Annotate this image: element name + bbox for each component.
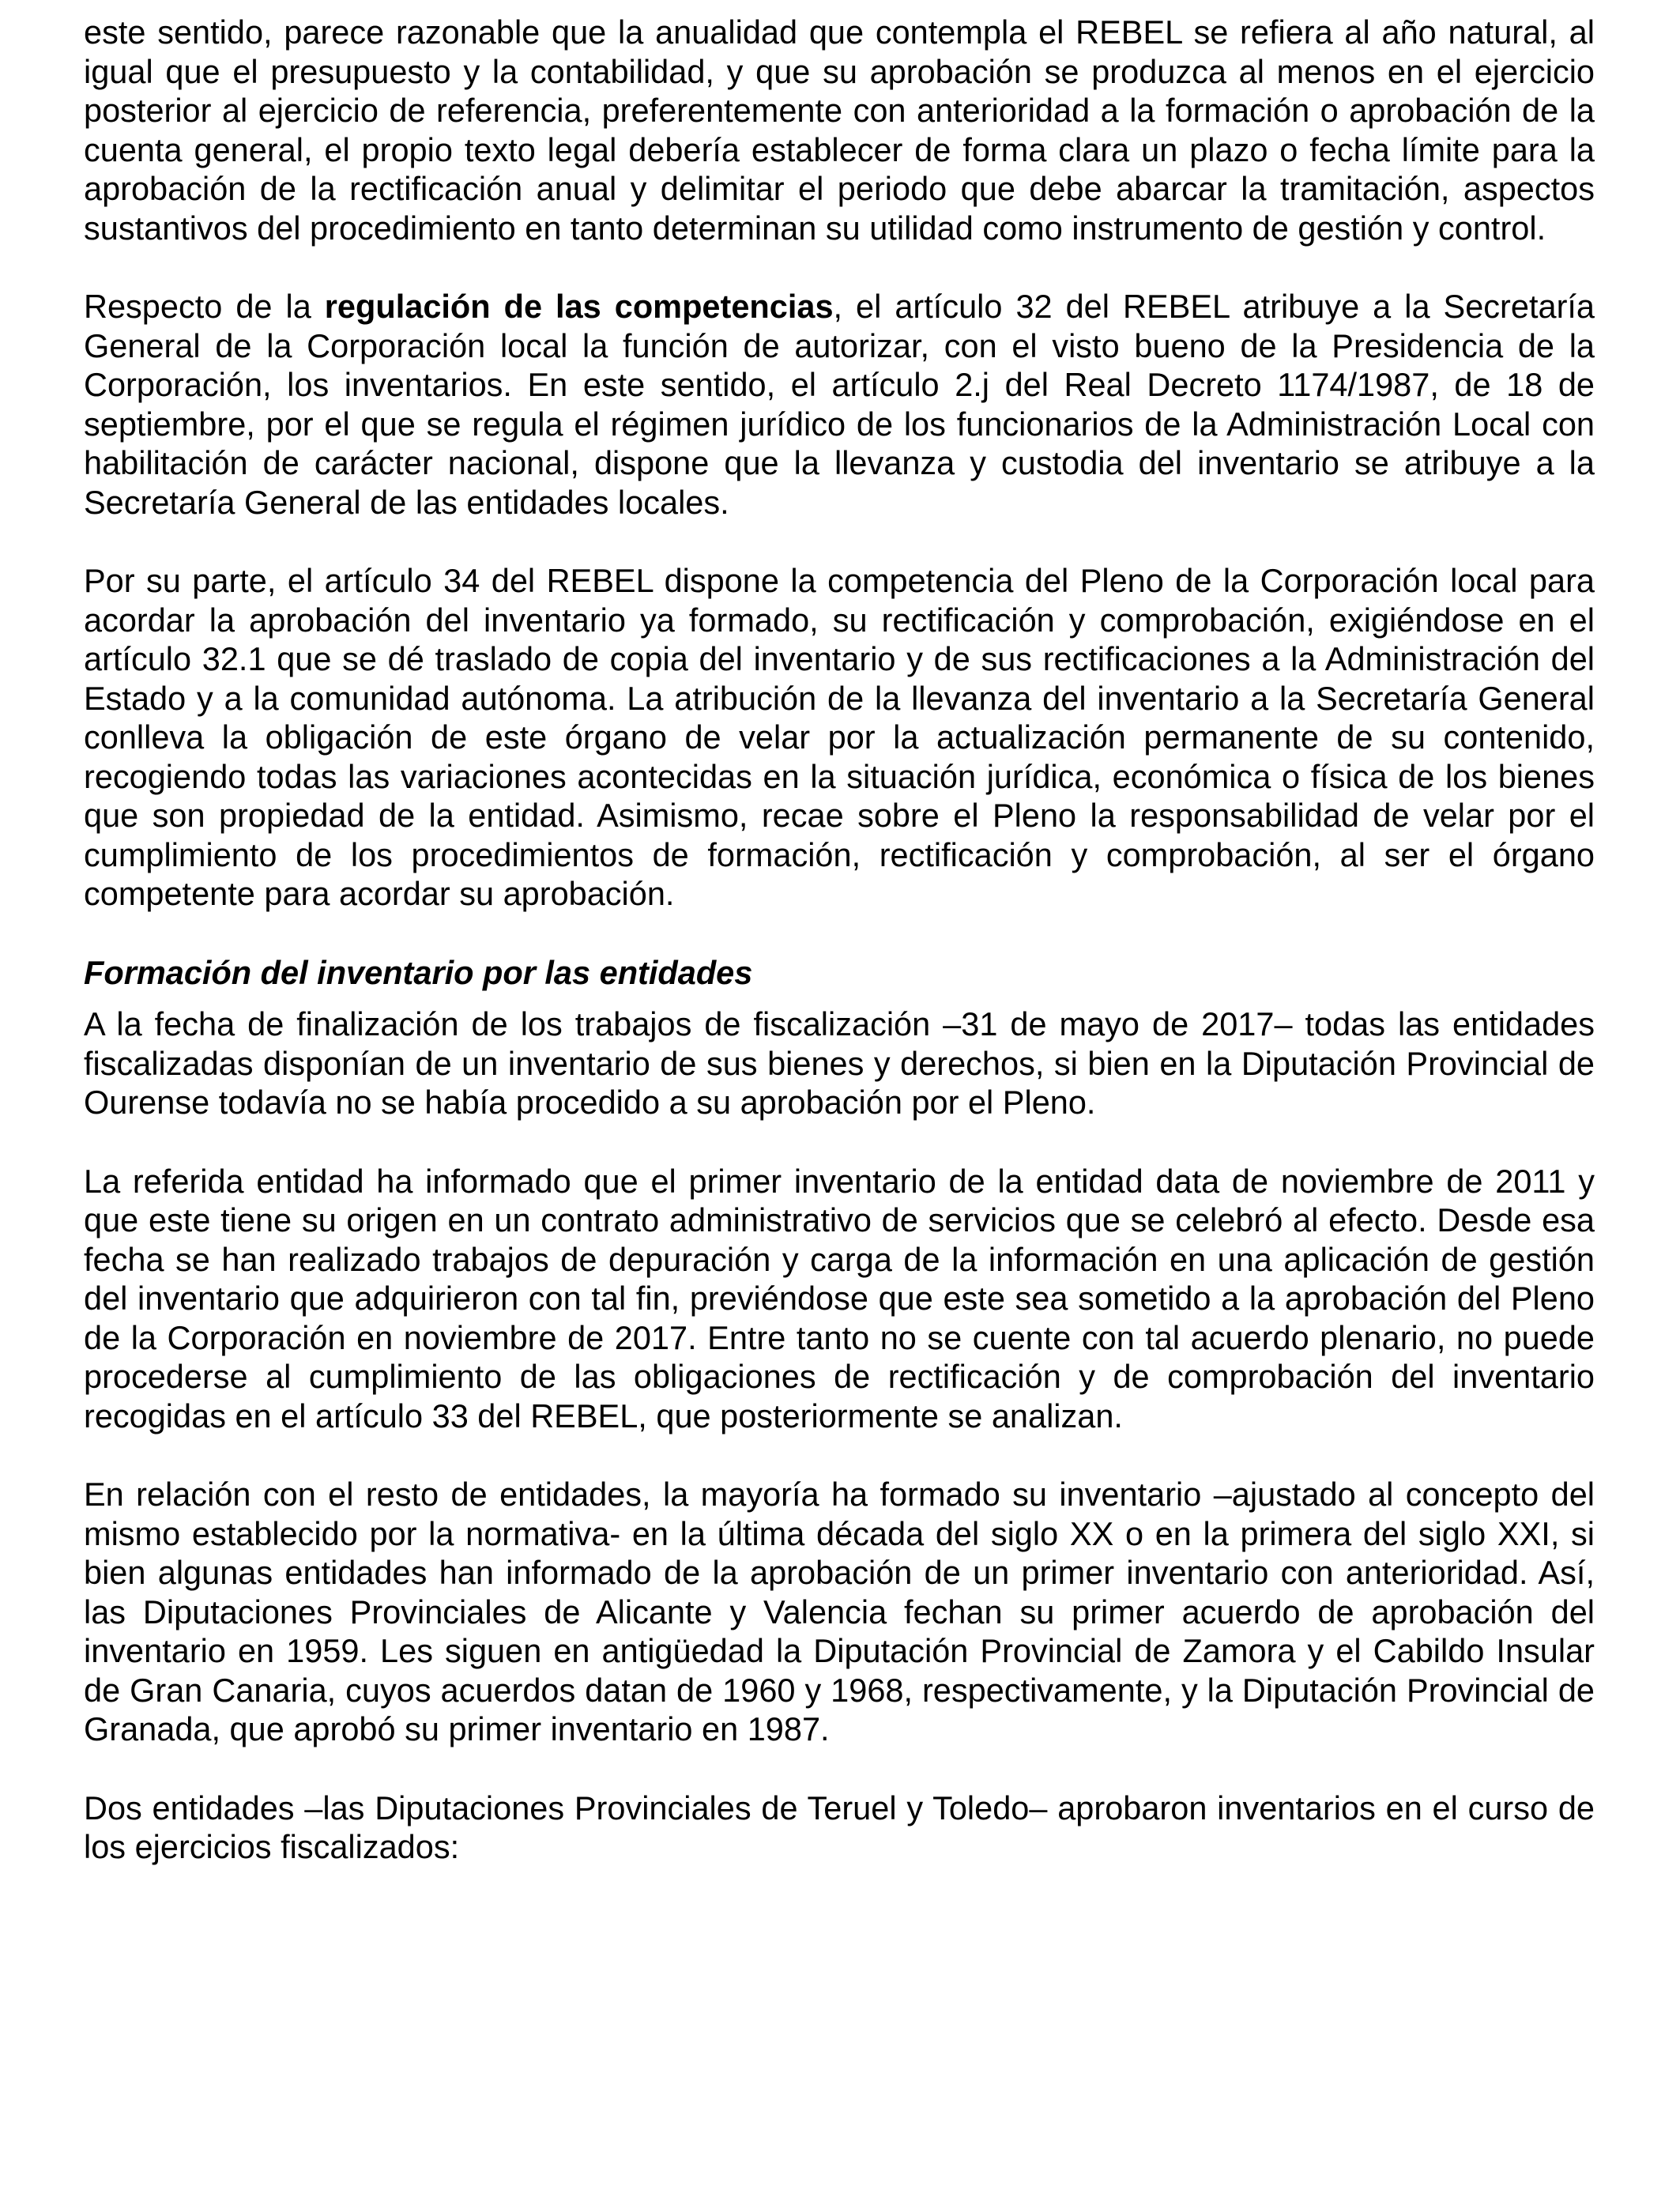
paragraph-teruel-toledo: Dos entidades –las Diputaciones Provinciales de Teruel y Toledo– aprobaron inventarios en el curso de los ejercicios fiscalizados:: [84, 1789, 1595, 1865]
section-heading: Formación del inventario por las entidades: [84, 953, 753, 991]
paragraph-text: , el artículo 32 del REBEL atribuye a la Secretaría General de la Corporación local la función de autorizar, con el visto bueno de la Presidencia de la Corporación, los inventarios. En este sentido, el artículo 2.j del Real Decreto 1174/1987, de 18 de septiembre, por el que se regula el régimen jurídico de los funcionarios de la Administración Local con habilitación de carácter nacional, dispone que la llevanza y custodia del inventario se atribuye a la Secretaría General de las entidades locales.: [84, 288, 1595, 521]
paragraph-rebel-anualidad: este sentido, parece razonable que la anualidad que contempla el REBEL se refiera al año natural, al igual que el presupuesto y la contabilidad, y que su aprobación se produzca al menos en el ejercicio posterior al ejercicio de referencia, preferentemente con anterioridad a la formación o aprobación de la cuenta general, el propio texto legal debería establecer de forma clara un plazo o fecha límite para la aprobación de la rectificación anual y delimitar el periodo que debe abarcar la tramitación, aspectos sustantivos del procedimiento en tanto determinan su utilidad como instrumento de gestión y control.: [84, 13, 1595, 247]
paragraph-competencia-pleno: Por su parte, el artículo 34 del REBEL dispone la competencia del Pleno de la Corporación local para acordar la aprobación del inventario ya formado, su rectificación y comprobación, exigiéndose en el artículo 32.1 que se dé traslado de copia del inventario y de sus rectificaciones a la Administración del Estado y a la comunidad autónoma. La atribución de la llevanza del inventario a la Secretaría General conlleva la obligación de este órgano de velar por la actualización permanente de su contenido, recogiendo todas las variaciones acontecidas en la situación jurídica, económica o física de los bienes que son propiedad de la entidad. Asimismo, recae sobre el Pleno la responsabilidad de velar por el cumplimiento de los procedimientos de formación, rectificación y comprobación, al ser el órgano competente para acordar su aprobación.: [84, 562, 1595, 912]
paragraph-regulacion-competencias: [84, 287, 1595, 522]
paragraph-ourense-inventario: La referida entidad ha informado que el primer inventario de la entidad data de noviembre de 2011 y que este tiene su origen en un contrato administrativo de servicios que se celebró al efecto. Desde esa fecha se han realizado trabajos de depuración y carga de la información en una aplicación de gestión del inventario que adquirieron con tal fin, previéndose que este sea sometido a la aprobación del Pleno de la Corporación en noviembre de 2017. Entre tanto no se cuente con tal acuerdo plenario, no puede procederse al cumplimiento de las obligaciones de rectificación y de comprobación del inventario recogidas en el artículo 33 del REBEL, que posteriormente se analizan.: [84, 1162, 1595, 1434]
bold-term: regulación de las competencias: [324, 288, 834, 325]
paragraph-text: Respecto de la: [84, 288, 325, 325]
paragraph-fecha-finalizacion: A la fecha de finalización de los trabajos de fiscalización –31 de mayo de 2017– todas las entidades fiscalizadas disponían de un inventario de sus bienes y derechos, si bien en la Diputación Provincial de Ourense todavía no se había procedido a su aprobación por el Pleno.: [84, 1005, 1595, 1121]
paragraph-resto-entidades: En relación con el resto de entidades, la mayoría ha formado su inventario –ajustado al concepto del mismo establecido por la normativa- en la última década del siglo XX o en la primera del siglo XXI, si bien algunas entidades han informado de la aprobación de un primer inventario con anterioridad. Así, las Diputaciones Provinciales de Alicante y Valencia fechan su primer acuerdo de aprobación del inventario en 1959. Les siguen en antigüedad la Diputación Provincial de Zamora y el Cabildo Insular de Gran Canaria, cuyos acuerdos datan de 1960 y 1968, respectivamente, y la Diputación Provincial de Granada, que aprobó su primer inventario en 1987.: [84, 1476, 1595, 1747]
document-page: [84, 13, 1595, 1867]
